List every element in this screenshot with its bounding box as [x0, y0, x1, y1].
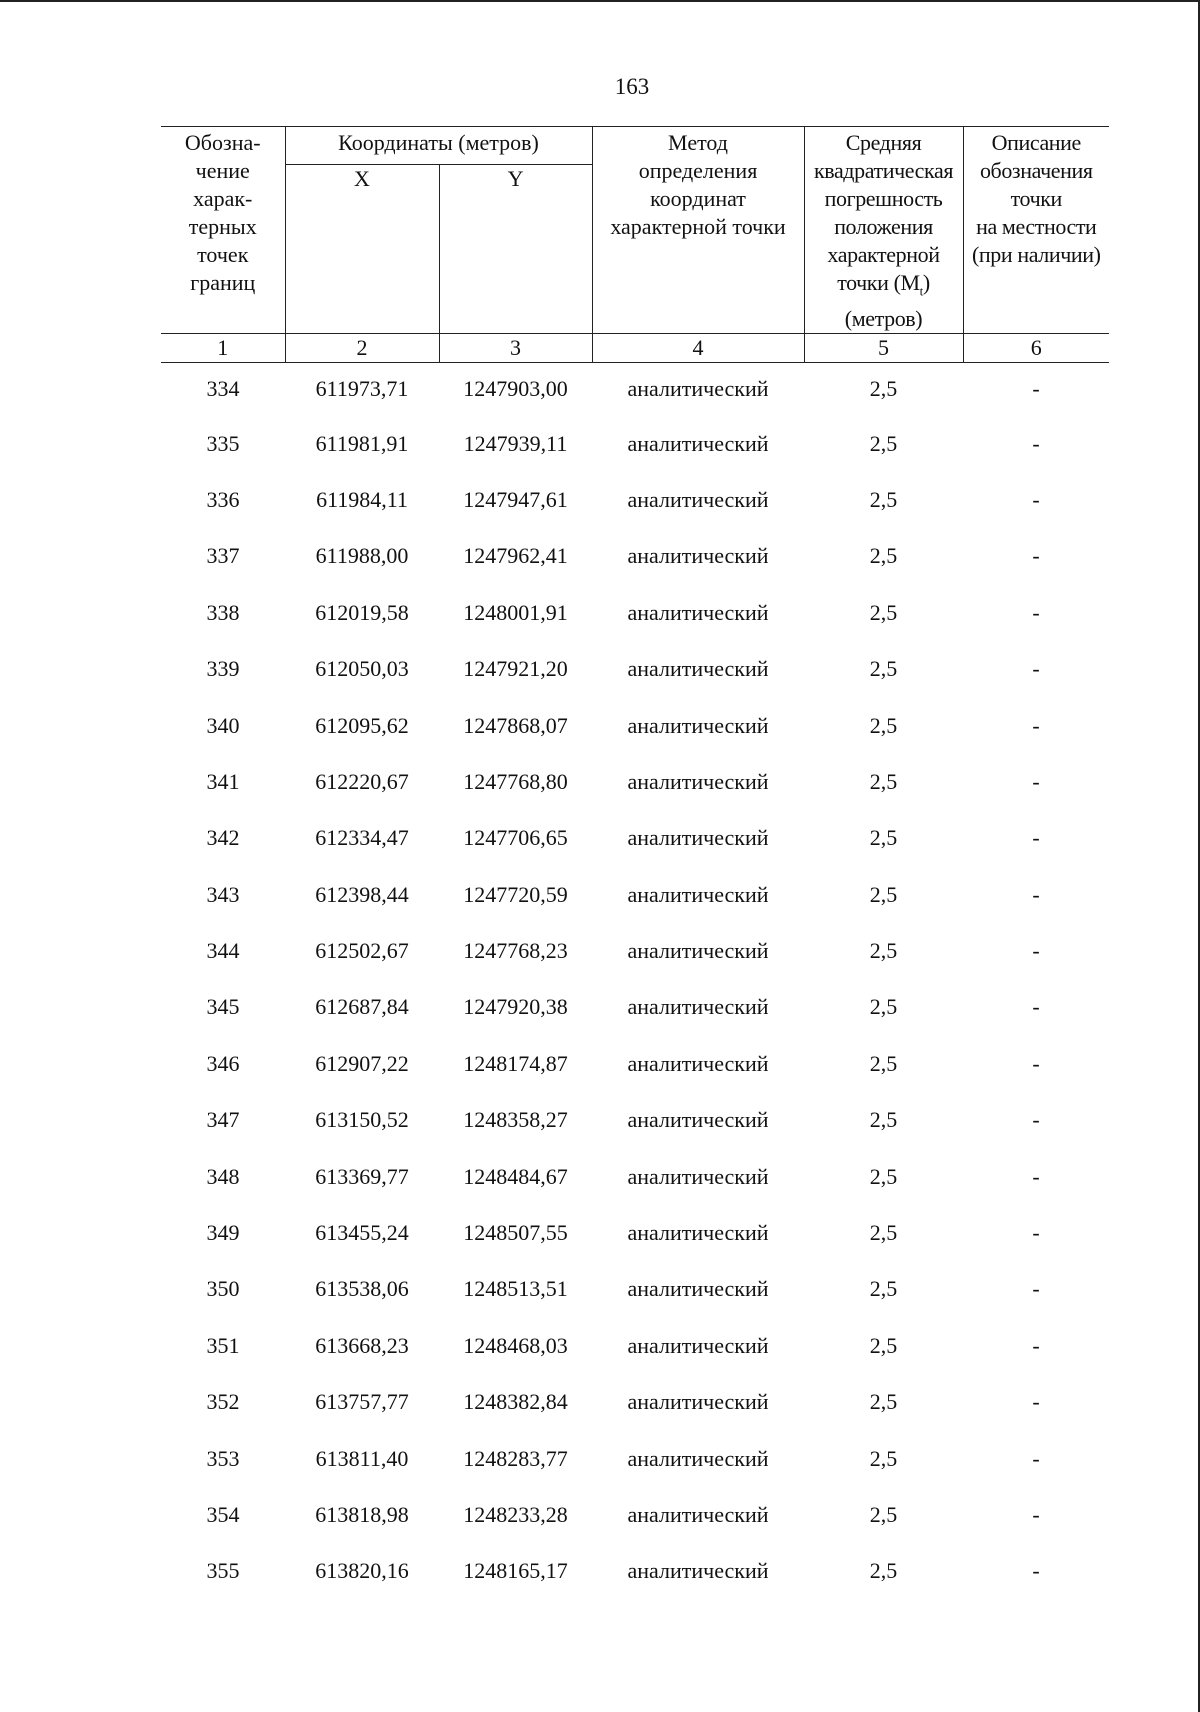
cell-y: 1247962,41: [463, 543, 568, 569]
cell-error: 2,5: [869, 599, 898, 625]
header-y: Y: [439, 165, 592, 334]
cell-y: 1248382,84: [463, 1389, 568, 1415]
cell-error: 2,5: [869, 376, 898, 402]
cell-y: 1247706,65: [463, 825, 568, 851]
table-row: [161, 1261, 1109, 1317]
header-method: Метод определения координат характерной точки: [592, 127, 804, 334]
cell-method: аналитический: [627, 1389, 769, 1415]
cell-method: аналитический: [627, 1558, 769, 1584]
cell-y: 1247768,80: [463, 768, 568, 794]
cell-error: 2,5: [869, 1276, 898, 1302]
cell-y: 1248507,55: [463, 1220, 568, 1246]
cell-x: 613757,77: [315, 1389, 409, 1415]
cell-method: аналитический: [627, 1163, 769, 1189]
cell-error: 2,5: [869, 881, 898, 907]
cell-error: 2,5: [869, 430, 898, 456]
cell-method: аналитический: [627, 994, 769, 1020]
cell-method: аналитический: [627, 486, 769, 512]
cell-y: 1248468,03: [463, 1332, 568, 1358]
cell-description: -: [1032, 543, 1040, 569]
table-row: [161, 1374, 1109, 1430]
cell-description: -: [1032, 1276, 1040, 1302]
cell-x: 611988,00: [315, 543, 409, 569]
cell-x: 613538,06: [315, 1276, 409, 1302]
table-row: [161, 472, 1109, 528]
cell-description: -: [1032, 768, 1040, 794]
cell-x: 612095,62: [315, 712, 409, 738]
cell-description: -: [1032, 1050, 1040, 1076]
cell-description: -: [1032, 1332, 1040, 1358]
header-point-description: Описание обозначения точки на местности (при наличии): [963, 127, 1109, 334]
cell-x: 613818,98: [315, 1502, 409, 1527]
cell-point-id: 339: [206, 656, 240, 682]
page-border-top: [0, 0, 1200, 2]
cell-point-id: 338: [206, 599, 240, 625]
cell-method: аналитический: [627, 599, 769, 625]
cell-x: 611984,11: [316, 486, 408, 512]
column-number: 4: [592, 334, 804, 363]
cell-description: -: [1032, 1389, 1040, 1415]
table-row: [161, 1092, 1109, 1148]
cell-description: -: [1032, 881, 1040, 907]
table-row: [161, 1205, 1109, 1261]
cell-description: -: [1032, 1445, 1040, 1471]
cell-error: 2,5: [869, 768, 898, 794]
cell-error: 2,5: [869, 994, 898, 1020]
cell-description: -: [1032, 1558, 1040, 1584]
cell-error: 2,5: [869, 1389, 898, 1415]
cell-point-id: 334: [206, 376, 240, 402]
column-number: 1: [161, 334, 285, 363]
cell-point-id: 341: [206, 768, 240, 794]
cell-point-id: 348: [206, 1163, 240, 1189]
cell-x: 613369,77: [315, 1163, 409, 1189]
table-row: [161, 585, 1109, 641]
cell-x: 612502,67: [315, 938, 409, 964]
table-row: [161, 867, 1109, 923]
cell-description: -: [1032, 376, 1040, 402]
cell-x: 612220,67: [315, 768, 409, 794]
header-point-designation: Обозна- чение харак- терных точек границ: [161, 127, 285, 334]
table-row: [161, 1487, 1109, 1543]
table-row: [161, 1036, 1109, 1092]
cell-method: аналитический: [627, 543, 769, 569]
cell-point-id: 352: [206, 1389, 240, 1415]
table-row: [161, 754, 1109, 810]
column-number: 6: [963, 334, 1109, 363]
cell-point-id: 335: [206, 430, 240, 456]
cell-x: 612019,58: [315, 599, 409, 625]
cell-description: -: [1032, 656, 1040, 682]
cell-description: -: [1032, 938, 1040, 964]
cell-method: аналитический: [627, 1050, 769, 1076]
cell-description: -: [1032, 825, 1040, 851]
table-row: [161, 810, 1109, 866]
cell-method: аналитический: [627, 768, 769, 794]
table-body: [161, 363, 1109, 1600]
cell-method: аналитический: [627, 881, 769, 907]
cell-error: 2,5: [869, 712, 898, 738]
cell-y: 1248165,17: [463, 1558, 568, 1584]
cell-method: аналитический: [627, 1276, 769, 1302]
column-number: 3: [439, 334, 592, 363]
cell-point-id: 354: [206, 1502, 240, 1527]
cell-point-id: 355: [206, 1558, 240, 1584]
cell-y: 1248484,67: [463, 1163, 568, 1189]
cell-description: -: [1032, 712, 1040, 738]
cell-point-id: 342: [206, 825, 240, 851]
table-row: [161, 415, 1109, 471]
cell-error: 2,5: [869, 825, 898, 851]
cell-description: -: [1032, 1502, 1040, 1527]
cell-y: 1248233,28: [463, 1502, 568, 1527]
cell-x: 612398,44: [315, 881, 409, 907]
table-row: [161, 1148, 1109, 1204]
table-row: [161, 697, 1109, 753]
cell-method: аналитический: [627, 656, 769, 682]
cell-description: -: [1032, 1107, 1040, 1133]
header-coordinates: Координаты (метров): [285, 127, 592, 165]
cell-y: 1247920,38: [463, 994, 568, 1020]
cell-point-id: 344: [206, 938, 240, 964]
cell-x: 612907,22: [315, 1050, 409, 1076]
cell-y: 1248358,27: [463, 1107, 568, 1133]
header-mean-square-error: Средняя квадратическая погрешность положения характерной точки $(M_t)$ (метров): [804, 127, 963, 334]
column-number: 2: [285, 334, 439, 363]
cell-y: 1248174,87: [463, 1050, 568, 1076]
cell-point-id: 349: [206, 1220, 240, 1246]
cell-point-id: 350: [206, 1276, 240, 1302]
cell-x: 612050,03: [315, 656, 409, 682]
cell-description: -: [1032, 1220, 1040, 1246]
cell-point-id: 336: [206, 486, 240, 512]
cell-x: 613668,23: [315, 1332, 409, 1358]
table-row: [161, 923, 1109, 979]
cell-error: 2,5: [869, 1163, 898, 1189]
cell-point-id: 351: [206, 1332, 240, 1358]
column-number: 5: [804, 334, 963, 363]
cell-y: 1248283,77: [463, 1445, 568, 1471]
cell-description: -: [1032, 430, 1040, 456]
cell-error: 2,5: [869, 1502, 898, 1527]
cell-x: 611981,91: [315, 430, 409, 456]
table-row: [161, 528, 1109, 584]
cell-method: аналитический: [627, 376, 769, 402]
cell-error: 2,5: [869, 1332, 898, 1358]
cell-method: аналитический: [627, 430, 769, 456]
cell-method: аналитический: [627, 825, 769, 851]
cell-x: 612687,84: [315, 994, 409, 1020]
cell-description: -: [1032, 599, 1040, 625]
cell-description: -: [1032, 994, 1040, 1020]
cell-method: аналитический: [627, 1445, 769, 1471]
cell-y: 1247921,20: [463, 656, 568, 682]
cell-x: 611973,71: [315, 376, 409, 402]
cell-x: 613150,52: [315, 1107, 409, 1133]
cell-method: аналитический: [627, 1220, 769, 1246]
cell-method: аналитический: [627, 938, 769, 964]
cell-error: 2,5: [869, 1107, 898, 1133]
cell-point-id: 346: [206, 1050, 240, 1076]
cell-point-id: 347: [206, 1107, 240, 1133]
cell-error: 2,5: [869, 1558, 898, 1584]
cell-y: 1248513,51: [463, 1276, 568, 1302]
cell-y: 1247868,07: [463, 712, 568, 738]
header-x: X: [285, 165, 439, 334]
cell-y: 1247939,11: [463, 430, 568, 456]
cell-y: 1248001,91: [463, 599, 568, 625]
cell-error: 2,5: [869, 1220, 898, 1246]
cell-method: аналитический: [627, 1332, 769, 1358]
cell-x: 613455,24: [315, 1220, 409, 1246]
cell-error: 2,5: [869, 1050, 898, 1076]
table-row: [161, 1543, 1109, 1599]
cell-description: -: [1032, 1163, 1040, 1189]
cell-point-id: 345: [206, 994, 240, 1020]
boundary-points-table: [161, 126, 1109, 1600]
cell-error: 2,5: [869, 656, 898, 682]
table-row: [161, 641, 1109, 697]
table-row: [161, 979, 1109, 1035]
cell-description: -: [1032, 486, 1040, 512]
cell-y: 1247903,00: [463, 376, 568, 402]
cell-error: 2,5: [869, 543, 898, 569]
cell-error: 2,5: [869, 486, 898, 512]
cell-error: 2,5: [869, 938, 898, 964]
cell-y: 1247947,61: [463, 486, 568, 512]
table-row: [161, 1430, 1109, 1486]
cell-point-id: 353: [206, 1445, 240, 1471]
cell-point-id: 340: [206, 712, 240, 738]
cell-x: 613811,40: [315, 1445, 409, 1471]
cell-error: 2,5: [869, 1445, 898, 1471]
cell-method: аналитический: [627, 712, 769, 738]
cell-y: 1247768,23: [463, 938, 568, 964]
cell-x: 613820,16: [315, 1558, 409, 1584]
table-row: [161, 363, 1109, 416]
table-row: [161, 1318, 1109, 1374]
cell-method: аналитический: [627, 1502, 769, 1527]
page-number: 163: [614, 74, 650, 99]
cell-x: 612334,47: [315, 825, 409, 851]
cell-point-id: 343: [206, 881, 240, 907]
cell-y: 1247720,59: [463, 881, 568, 907]
cell-point-id: 337: [206, 543, 240, 569]
cell-method: аналитический: [627, 1107, 769, 1133]
